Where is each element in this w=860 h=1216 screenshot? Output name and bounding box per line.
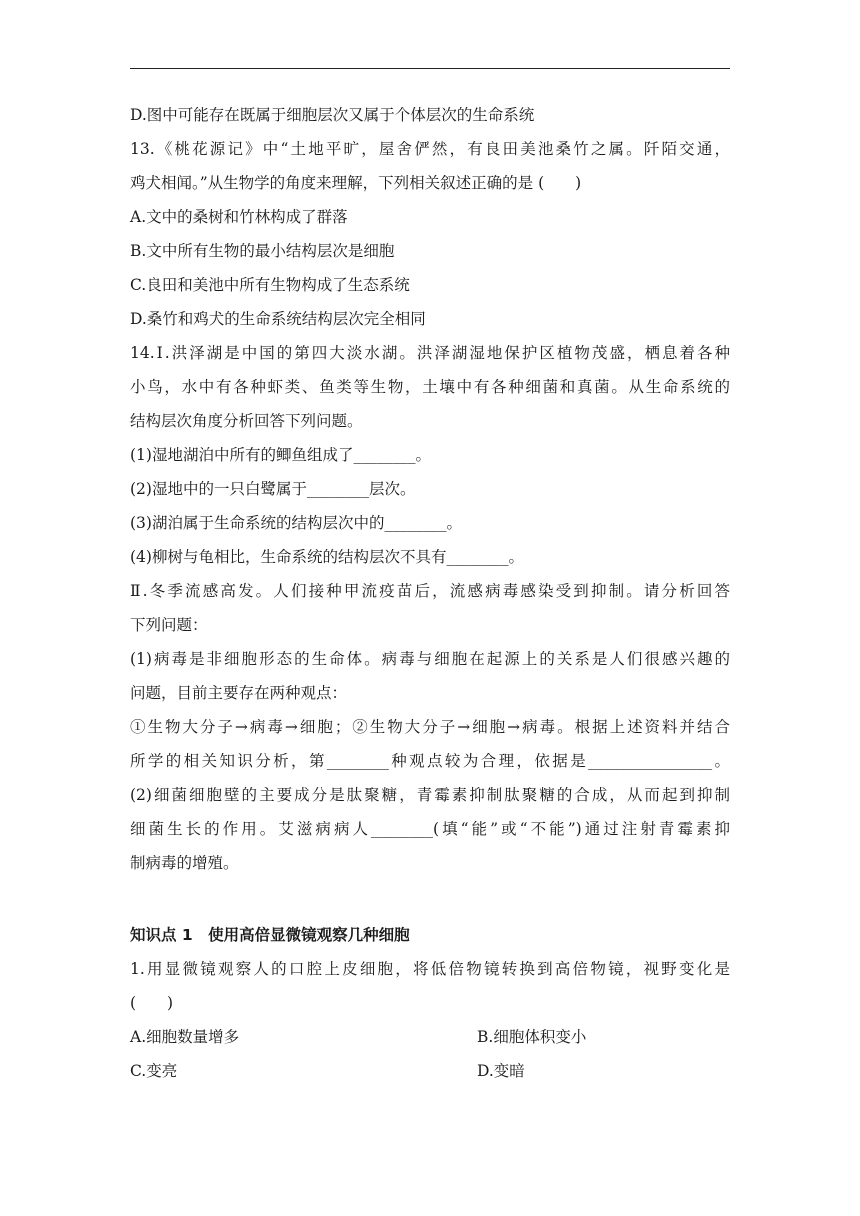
- q14-part1-line-3: 结构层次角度分析回答下列问题。: [130, 412, 363, 430]
- q14-part2-line-2: 下列问题：: [130, 616, 208, 634]
- q14-part1-line-2: 小鸟，水中有各种虾类、鱼类等生物，土壤中有各种细菌和真菌。从生命系统的: [130, 378, 730, 396]
- q12-option-d: D.图中可能存在既属于细胞层次又属于个体层次的生命系统: [130, 106, 535, 124]
- q14-part2-sub-1-line-3: ①生物大分子→病毒→细胞；②生物大分子→细胞→病毒。根据上述资料并结合: [130, 718, 730, 736]
- header-rule: [130, 68, 730, 69]
- q1-options-row-1: [130, 1020, 730, 1054]
- q14-part1-line-1: 14.Ⅰ.洪泽湖是中国的第四大淡水湖。洪泽湖湿地保护区植物茂盛，栖息着各种: [130, 344, 730, 362]
- q1-option-b: B.细胞体积变小: [477, 1028, 587, 1046]
- q14-part2-line-1: Ⅱ.冬季流感高发。人们接种甲流疫苗后，流感病毒感染受到抑制。请分析回答: [130, 582, 730, 600]
- section-gap: [130, 880, 730, 918]
- q14-part2-sub-1-line-4: 所学的相关知识分析，第________种观点较为合理，依据是________________。: [130, 752, 730, 770]
- q1-option-a: A.细胞数量增多: [130, 1028, 240, 1046]
- q1-options-row-2: [130, 1054, 730, 1088]
- q14-part1-sub-2: (2)湿地中的一只白鹭属于________层次。: [130, 480, 416, 498]
- q1-stem-line-1: 1.用显微镜观察人的口腔上皮细胞，将低倍物镜转换到高倍物镜，视野变化是: [130, 960, 730, 978]
- q14-part2-sub-1-line-2: 问题，目前主要存在两种观点：: [130, 684, 348, 702]
- q1-option-d: D.变暗: [477, 1062, 525, 1080]
- q13-option-b: B.文中所有生物的最小结构层次是细胞: [130, 242, 395, 260]
- q13-option-d: D.桑竹和鸡犬的生命系统结构层次完全相同: [130, 310, 426, 328]
- q13-stem-line-2: 鸡犬相闻。”从生物学的角度来理解，下列相关叙述正确的是 ( ): [130, 174, 582, 192]
- q14-part1-sub-1: (1)湿地湖泊中所有的鲫鱼组成了________。: [130, 446, 431, 464]
- q1-stem-line-2: ( ): [130, 994, 174, 1012]
- q14-part2-sub-2-line-2: 细菌生长的作用。艾滋病病人________(填“能”或“不能”)通过注射青霉素抑: [130, 820, 730, 838]
- document-body: [130, 98, 730, 1088]
- q14-part1-sub-4: (4)柳树与龟相比，生命系统的结构层次不具有________。: [130, 548, 524, 566]
- q13-stem-line-1: 13.《桃花源记》中“土地平旷，屋舍俨然，有良田美池桑竹之属。阡陌交通，: [130, 140, 730, 158]
- q1-option-c: C.变亮: [130, 1062, 178, 1080]
- q13-option-c: C.良田和美池中所有生物构成了生态系统: [130, 276, 410, 294]
- q14-part2-sub-2-line-1: (2)细菌细胞壁的主要成分是肽聚糖，青霉素抑制肽聚糖的合成，从而起到抑制: [130, 786, 730, 804]
- section-heading: 知识点 1 使用高倍显微镜观察几种细胞: [130, 926, 410, 944]
- q14-part1-sub-3: (3)湖泊属于生命系统的结构层次中的________。: [130, 514, 462, 532]
- q14-part2-sub-1-line-1: (1)病毒是非细胞形态的生命体。病毒与细胞在起源上的关系是人们很感兴趣的: [130, 650, 730, 668]
- q13-option-a: A.文中的桑树和竹林构成了群落: [130, 208, 348, 226]
- q14-part2-sub-2-line-3: 制病毒的增殖。: [130, 854, 239, 872]
